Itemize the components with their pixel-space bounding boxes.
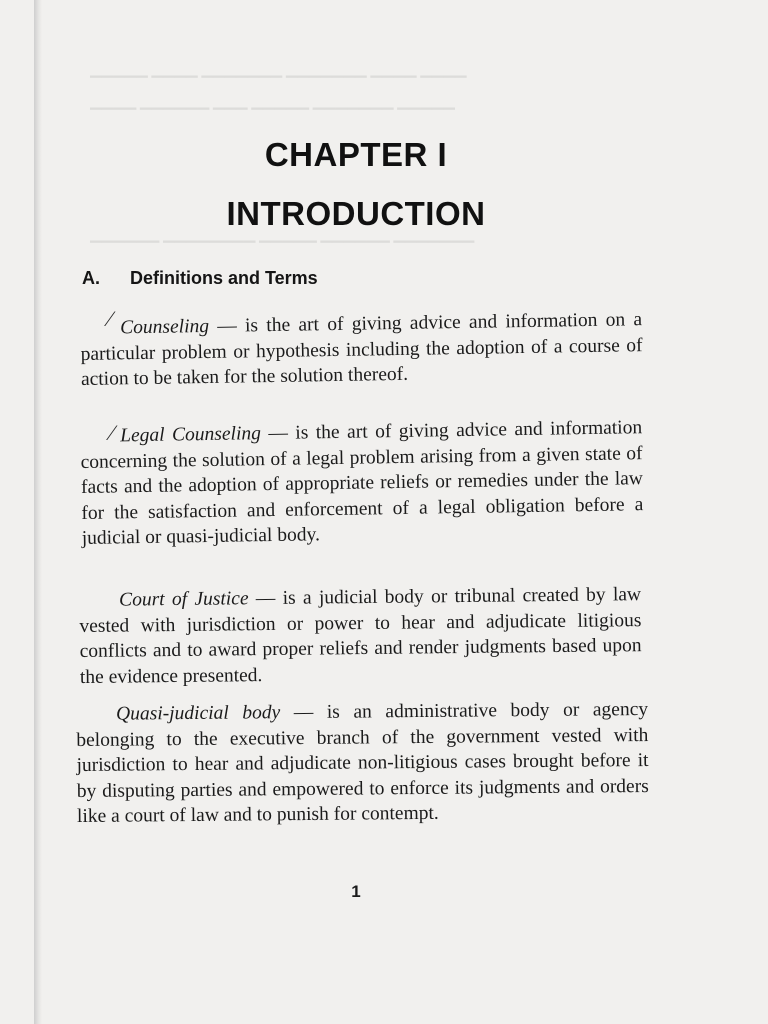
definition-text: — is a judicial body or tribunal created by law vested with jurisdiction or power to hear and adjudicate litigious conflicts and to award proper reliefs and render judgments based upon the evidence presented. [79,584,642,688]
checkmark-annotation-icon: ⁄ [110,420,114,445]
definition-legal-counseling [80,415,644,552]
definition-term: Court of Justice [119,588,249,611]
section-letter: A. [82,268,100,288]
bleed-through-text: ▁▁▁▁▁ ▁▁▁▁ ▁▁▁▁▁▁▁ ▁▁▁▁▁▁▁ ▁▁▁▁ ▁▁▁▁ [90,62,467,78]
definition-text: — is an administrative body or agency belonging to the executive branch of the government vested with jurisdiction to hear and adjudicate non-litigious cases brought before it by disputing parties and empowered to enforce its judgments and orders like a court of law and to punish for contempt. [76,699,649,828]
definition-term: Counseling [120,315,210,339]
definition-court-of-justice [79,582,642,690]
page-number: 1 [351,882,361,901]
bleed-through-text: ▁▁▁▁▁▁ ▁▁▁▁▁▁▁▁ ▁▁▁▁▁ ▁▁▁▁▁▁ ▁▁▁▁▁▁▁ [90,227,475,243]
checkmark-annotation-icon: ⁄ [108,306,112,331]
definition-term: Quasi-judicial body [116,702,281,725]
section-heading [82,268,318,289]
definition-text: — is the art of giving advice and information on a particular problem or hypothesis including the adoption of a course of action to be taken for the solution thereof. [80,309,643,391]
definition-text: — is the art of giving advice and information concerning the solution of a legal problem arising from a given state of facts and the adoption of appropriate reliefs or remedies under the law for the satisfaction and enforcement of a legal obligation before a judicial or quasi-judicial body. [80,417,644,550]
bleed-through-text: ▁▁▁▁ ▁▁▁▁▁▁ ▁▁▁ ▁▁▁▁▁ ▁▁▁▁▁▁▁ ▁▁▁▁▁ [90,94,455,110]
chapter-number: CHAPTER I [264,136,448,173]
chapter-title: INTRODUCTION [226,195,486,232]
definition-term: Legal Counseling [120,423,262,447]
definition-counseling [80,307,643,393]
definition-quasi-judicial-body [76,697,649,830]
section-title: Definitions and Terms [130,268,318,288]
